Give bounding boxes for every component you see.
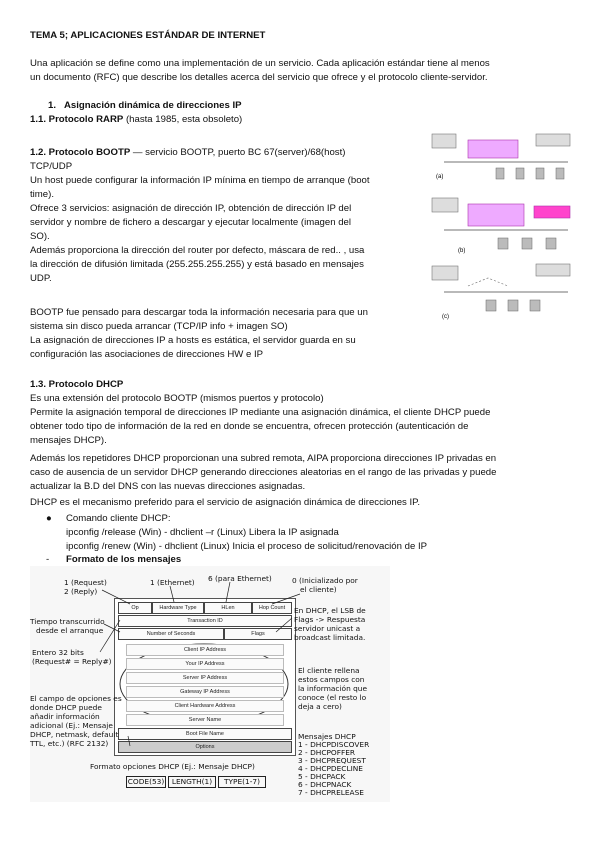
ann-mensaje: 7 - DHCPRELEASE — [298, 788, 364, 797]
fig-label-c: (c) — [442, 314, 449, 320]
ann-rellena: conoce (el resto lo — [298, 693, 367, 702]
bootp-line: BOOTP fue pensado para descargar toda la información necesaria para que un — [30, 307, 368, 318]
field-hlen: HLen — [204, 602, 252, 614]
ann-opciones: El campo de opciones es — [30, 694, 122, 703]
dhcp-line: obtener todo tipo de información de la red en donde se encuentra, ofrecen protección (autenticación de — [30, 421, 469, 432]
bootp-line: Un host puede configurar la información IP mínima en tiempo de arranque (boot — [30, 175, 370, 186]
section-1-title: Asignación dinámica de direcciones IP — [64, 100, 242, 111]
bootp-line: TCP/UDP — [30, 161, 73, 172]
bootp-line: la dirección de difusión limitada (255.255.255.255) y está basado en mensajes — [30, 259, 364, 270]
option-length-box: LENGTH(1) — [168, 776, 216, 788]
option-type-box: TYPE(1-7) — [218, 776, 266, 788]
bootp-line: La asignación de direcciones IP a hosts es estática, el servidor guarda en su — [30, 335, 356, 346]
ann-reply: 2 (Reply) — [64, 587, 98, 596]
field-options: Options — [118, 741, 292, 753]
annotation-arrows — [30, 566, 390, 802]
ann-lsb: Flags -> Respuesta — [294, 615, 366, 624]
fig-label-b: (b) — [458, 248, 466, 254]
bootp-line: servidor y nombre de fichero a descargar y ejecutar localmente (imagen del — [30, 217, 352, 228]
bootp-topology-figure — [428, 128, 576, 330]
ann-tiempo-2: desde el arranque — [36, 626, 104, 635]
bootp-line: Además proporciona la dirección del router por defecto, máscara de red.. , usa — [30, 245, 365, 256]
dhcp-cmd-renew: ipconfig /renew (Win) - dhclient (Linux) Inicia el proceso de solicitud/renovación de IP — [66, 541, 428, 552]
bootp-line: time). — [30, 189, 54, 200]
bootp-server-box-b — [468, 204, 524, 226]
ann-lsb: broadcast limitada. — [294, 633, 366, 642]
ann-request: 1 (Request) — [64, 578, 107, 587]
ann-rellena: estos campos con — [298, 675, 365, 684]
field-htype: Hardware Type — [152, 602, 204, 614]
ann-mensaje: 2 - DHCPOFFER — [298, 748, 356, 757]
ann-rellena: deja a cero) — [298, 702, 342, 711]
ann-opciones: donde DHCP puede — [30, 703, 102, 712]
ann-zero-2: el cliente) — [300, 585, 337, 594]
rarp-heading: 1.1. Protocolo RARP (hasta 1985, esta obsoleto) — [30, 114, 243, 125]
ann-mensaje: 3 - DHCPREQUEST — [298, 756, 366, 765]
ann-opciones: añadir información — [30, 712, 100, 721]
ann-mensaje: 1 - DHCPDISCOVER — [298, 740, 370, 749]
ann-tiempo-1: Tiempo transcurrido — [30, 617, 105, 626]
ann-formato-opciones: Formato opciones DHCP (Ej.: Mensaje DHCP) — [90, 762, 255, 771]
bootp-line: SO). — [30, 231, 50, 242]
bootp-server-box-a — [468, 140, 518, 158]
section-1-number: 1. — [48, 100, 57, 111]
client-host-a — [432, 134, 456, 148]
field-yiaddr: Your IP Address — [126, 658, 284, 670]
bootp-line: sistema sin disco pueda arrancar (TCP/IP info + imagen SO) — [30, 321, 288, 332]
field-flags: Flags — [224, 628, 292, 640]
ann-lsb: servidor unicast a — [294, 624, 361, 633]
dhcp-formato: Formato de los mensajes — [66, 554, 182, 565]
ann-opciones: adicional (Ej.: Mensaje — [30, 721, 113, 730]
ann-entero-1: Entero 32 bits — [32, 648, 84, 657]
ann-mensaje: 6 - DHCPNACK — [298, 780, 352, 789]
server-a — [536, 134, 570, 146]
field-sname: Server Name — [126, 714, 284, 726]
bootp-line: Ofrece 3 servicios: asignación de dirección IP, obtención de dirección IP del — [30, 203, 352, 214]
dhcp-line: mensajes DHCP). — [30, 435, 107, 446]
ann-mensaje: 5 - DHCPACK — [298, 772, 346, 781]
field-xid: Transaction ID — [118, 615, 292, 627]
field-chaddr: Client Hardware Address — [126, 700, 284, 712]
field-op: Op — [118, 602, 152, 614]
doc-title: TEMA 5; APLICACIONES ESTÁNDAR DE INTERNET — [30, 30, 266, 41]
intro-line-2: un documento (RFC) que describe los detalles acerca del servicio que ofrece y el protocolo cliente-servidor. — [30, 72, 488, 83]
dhcp-line: caso de ausencia de un servidor DHCP generando direcciones aleatorias en el rango de las privadas y puede — [30, 467, 497, 478]
ann-opciones: DHCP, netmask, default — [30, 730, 119, 739]
fig-label-a: (a) — [436, 174, 444, 180]
ann-rellena: la información que — [298, 684, 368, 693]
dhcp-format-diagram — [30, 566, 390, 802]
dhcp-line: DHCP es el mecanismo preferido para el servicio de asignación dinámica de direcciones IP. — [30, 497, 420, 508]
ann-lsb: En DHCP, el LSB de — [294, 606, 366, 615]
field-siaddr: Server IP Address — [126, 672, 284, 684]
dhcp-line: Es una extensión del protocolo BOOTP (mismos puertos y protocolo) — [30, 393, 324, 404]
bullet-icon: ● — [46, 513, 52, 524]
dhcp-heading: 1.3. Protocolo DHCP — [30, 379, 124, 390]
ann-opciones: TTL, etc.) (RFC 2132) — [30, 739, 109, 748]
ann-mensajes-title: Mensajes DHCP — [298, 732, 356, 741]
field-giaddr: Gateway IP Address — [126, 686, 284, 698]
dhcp-bullet: Comando cliente DHCP: — [66, 513, 171, 524]
dhcp-line: Además los repetidores DHCP proporcionan una subred remota, AIPA proporciona direcciones IP privadas en — [30, 453, 497, 464]
bootp-line: configuración las asociaciones de direcciones HW e IP — [30, 349, 264, 360]
dhcp-line: Permite la asignación temporal de direcciones IP mediante una asignación dinámica, el cliente DHCP puede — [30, 407, 491, 418]
bootp-line: UDP. — [30, 273, 52, 284]
field-ciaddr: Client IP Address — [126, 644, 284, 656]
field-file: Boot File Name — [118, 728, 292, 740]
intro-line-1: Una aplicación se define como una implementación de un servicio. Cada aplicación estándar tiene al menos — [30, 58, 490, 69]
dhcp-line: actualizar la B.D del DNS con las nuevas direcciones asignadas. — [30, 481, 306, 492]
dash-icon: - — [46, 554, 50, 565]
field-secs: Number of Seconds — [118, 628, 224, 640]
ann-rellena: El cliente rellena — [298, 666, 360, 675]
ann-ethernet-6: 6 (para Ethernet) — [208, 574, 272, 583]
ann-zero-1: 0 (Inicializado por — [292, 576, 358, 585]
field-hops: Hop Count — [252, 602, 292, 614]
dhcp-cmd-release: ipconfig /release (Win) - dhclient –r (Linux) Libera la IP asignada — [66, 527, 339, 538]
ann-entero-2: (Request# = Reply#) — [32, 657, 112, 666]
bootp-heading: 1.2. Protocolo BOOTP — servicio BOOTP, puerto BC 67(server)/68(host) — [30, 147, 346, 158]
ann-ethernet: 1 (Ethernet) — [150, 578, 195, 587]
option-code-box: CODE(53) — [127, 777, 165, 786]
ann-mensaje: 4 - DHCPDECLINE — [298, 764, 363, 773]
